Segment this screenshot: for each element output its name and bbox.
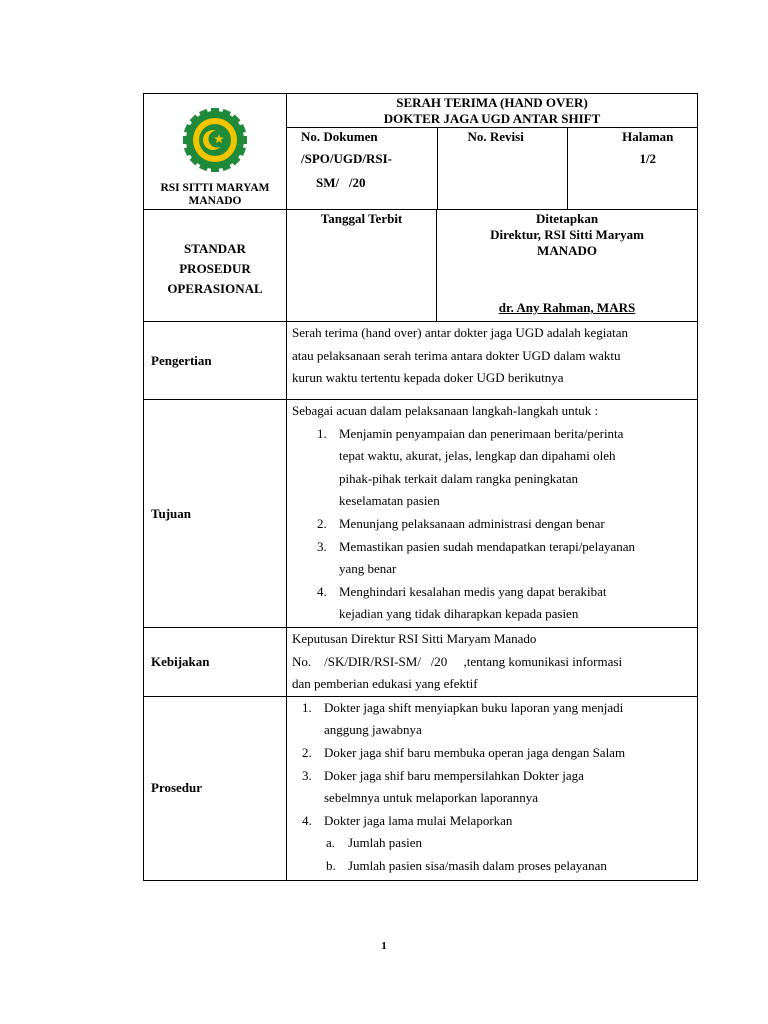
header-row: [144, 94, 698, 210]
tujuan-item-number: 1.: [317, 425, 327, 441]
ditetapkan-line2: Direktur, RSI Sitti Maryam: [490, 227, 644, 242]
tanggal-terbit-label: Tanggal Terbit: [320, 211, 403, 226]
tujuan-item-text: Menjamin penyampaian dan penerimaan berita/perinta: [339, 425, 624, 441]
no-revisi-cell: [437, 128, 567, 210]
pengertian-line3: kurun waktu tertentu kepada doker UGD berikutnya: [292, 370, 564, 386]
signatory-name: dr. Any Rahman, MARS: [498, 300, 636, 315]
page-number: 1: [381, 940, 387, 952]
document-meta-table: [287, 127, 698, 209]
tujuan-item-1: [317, 423, 691, 513]
prosedur-item-3: [302, 765, 691, 810]
tujuan-item-number: 4.: [317, 583, 327, 599]
ditetapkan-line1: Ditetapkan: [535, 211, 599, 226]
title-cell: [287, 94, 698, 210]
tujuan-label: Tujuan: [144, 400, 287, 628]
prosedur-subitem-letter: b.: [326, 857, 336, 873]
tujuan-item-text: tepat waktu, akurat, jelas, lengkap dan dipahami oleh: [339, 448, 616, 464]
prosedur-item-number: 2.: [302, 744, 312, 760]
pengertian-line2: atau pelaksanaan serah terima antara dokter UGD dalam waktu: [292, 347, 621, 363]
ditetapkan-line3: MANADO: [537, 243, 597, 258]
tujuan-item-2: [317, 513, 691, 536]
no-dokumen-value-line2: SM/ /20: [316, 175, 366, 190]
kebijakan-line2: No. /SK/DIR/RSI-SM/ /20 ,tentang komunikasi informasi: [292, 653, 623, 669]
hospital-logo: [144, 108, 286, 176]
sop-label-line2: PROSEDUR: [179, 260, 251, 276]
prosedur-subitem-1: [326, 832, 691, 855]
sop-label-cell: [144, 210, 287, 322]
sop-label-line1: STANDAR: [184, 240, 246, 256]
hospital-name-line1: RSI SITTI MARYAM: [160, 182, 270, 194]
prosedur-item-text: Dokter jaga shift menyiapkan buku laporan yang menjadi: [324, 699, 624, 715]
tujuan-item-3: [317, 536, 691, 581]
no-dokumen-cell: [287, 128, 437, 210]
prosedur-item-number: 4.: [302, 812, 312, 828]
tujuan-item-text: Memastikan pasien sudah mendapatkan terapi/pelayanan: [339, 538, 636, 554]
no-dokumen-label: No. Dokumen: [301, 129, 378, 144]
tujuan-row: [144, 400, 698, 628]
pengertian-row: [144, 322, 698, 400]
prosedur-item-text: Doker jaga shif baru membuka operan jaga dengan Salam: [324, 744, 626, 760]
prosedur-item-text: Dokter jaga lama mulai Melaporkan: [324, 812, 513, 828]
halaman-label: Halaman: [622, 129, 674, 144]
prosedur-content: [287, 696, 698, 880]
prosedur-list: [292, 697, 691, 833]
halaman-value: 1/2: [639, 151, 657, 166]
prosedur-item-number: 3.: [302, 767, 312, 783]
hospital-name-line2: MANADO: [188, 195, 242, 207]
prosedur-item-1: [302, 697, 691, 742]
prosedur-row: [144, 696, 698, 880]
tujuan-item-4: [317, 581, 691, 626]
tujuan-intro: Sebagai acuan dalam pelaksanaan langkah-langkah untuk :: [292, 403, 599, 418]
hospital-logo-icon: [183, 108, 247, 172]
tujuan-item-text: pihak-pihak terkait dalam rangka peningkatan: [339, 470, 578, 486]
tujuan-list: [292, 423, 691, 626]
kebijakan-row: [144, 628, 698, 697]
pengertian-line1: Serah terima (hand over) antar dokter jaga UGD adalah kegiatan: [292, 325, 629, 340]
kebijakan-line1: Keputusan Direktur RSI Sitti Maryam Manado: [292, 631, 537, 646]
document-title-line2: DOKTER JAGA UGD ANTAR SHIFT: [383, 111, 601, 126]
prosedur-subitem-letter: a.: [326, 835, 336, 851]
tujuan-item-text: keselamatan pasien: [339, 493, 440, 509]
pengertian-content: [287, 322, 698, 400]
kebijakan-content: [287, 628, 698, 697]
tujuan-item-text: kejadian yang tidak diharapkan kepada pasien: [339, 606, 579, 622]
prosedur-item-text: sebelmnya untuk melaporkan laporannya: [324, 790, 539, 806]
kebijakan-label: Kebijakan: [144, 628, 287, 697]
logo-cell: [144, 94, 287, 210]
sop-label-line3: OPERASIONAL: [167, 280, 263, 296]
no-dokumen-value-line1: /SPO/UGD/RSI-: [301, 151, 393, 166]
prosedur-subitem-text: Jumlah pasien: [348, 835, 423, 851]
tujuan-item-text: yang benar: [339, 561, 397, 577]
no-revisi-label: No. Revisi: [467, 129, 524, 144]
sop-row: [144, 210, 698, 322]
prosedur-item-text: Doker jaga shif baru mempersilahkan Dokter jaga: [324, 767, 584, 783]
prosedur-item-4: [302, 810, 691, 833]
prosedur-item-text: anggung jawabnya: [324, 722, 422, 738]
prosedur-item-2: [302, 742, 691, 765]
kebijakan-line3: dan pemberian edukasi yang efektif: [292, 676, 478, 692]
tujuan-item-text: Menghindari kesalahan medis yang dapat berakibat: [339, 583, 607, 599]
pengertian-label: Pengertian: [144, 322, 287, 400]
prosedur-item-number: 1.: [302, 699, 312, 715]
prosedur-subitem-text: Jumlah pasien sisa/masih dalam proses pelayanan: [348, 857, 607, 873]
prosedur-subitem-2: [326, 855, 691, 878]
tanggal-terbit-cell: [287, 210, 437, 322]
tujuan-item-text: Menunjang pelaksanaan administrasi dengan benar: [339, 515, 605, 531]
tujuan-item-number: 3.: [317, 538, 327, 554]
document-title-line1: SERAH TERIMA (HAND OVER): [396, 95, 588, 110]
prosedur-label: Prosedur: [144, 696, 287, 880]
sop-document-table: [143, 93, 698, 881]
tujuan-item-number: 2.: [317, 515, 327, 531]
halaman-cell: [567, 128, 698, 210]
prosedur-sublist: [292, 832, 691, 877]
ditetapkan-cell: [437, 210, 698, 322]
tujuan-content: [287, 400, 698, 628]
